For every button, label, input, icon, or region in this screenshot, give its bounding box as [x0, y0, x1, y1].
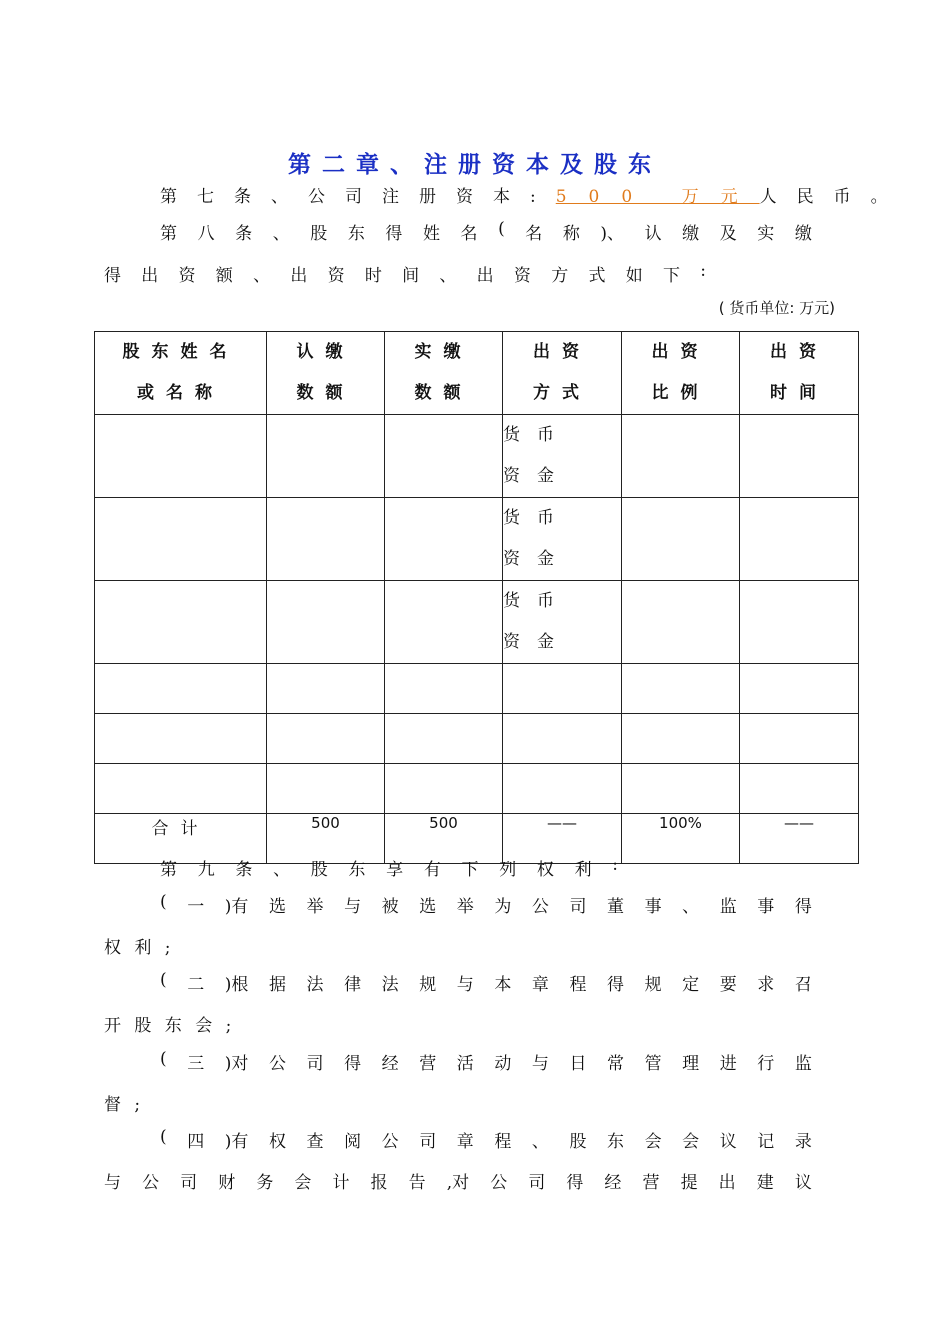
text-char: 、 — [273, 860, 291, 880]
text-char: 法 — [381, 975, 399, 995]
text-char: 议 — [719, 1132, 737, 1152]
text-char: 公 — [142, 1173, 160, 1193]
text-char: 条 — [235, 224, 253, 244]
text-char: )对 — [224, 1054, 249, 1074]
text-char: 东 — [347, 224, 365, 244]
text-char: 营 — [419, 1054, 437, 1074]
text-char: 与 — [456, 975, 474, 995]
text-char: ( — [498, 219, 505, 239]
text-char: 事 — [644, 897, 662, 917]
text-char: 公 — [268, 1054, 286, 1074]
text-char: : — [700, 261, 706, 281]
right-2-line-2: 开 股 东 会 ; — [104, 1016, 236, 1036]
text-char: 一 — [187, 897, 205, 917]
text-char: 名 — [525, 224, 543, 244]
text-char: 第 — [160, 224, 177, 244]
header-paid-amount: 实缴 数额 — [385, 332, 503, 415]
text-char: 缴 — [794, 224, 812, 244]
text-char: 下 — [662, 266, 680, 286]
text-char: 会 — [644, 1132, 662, 1152]
text-char: 得 — [385, 224, 403, 244]
text-char: 司 — [180, 1173, 198, 1193]
text-char: 出 — [476, 266, 494, 286]
text-char: 本 — [494, 975, 512, 995]
text-char: 、 — [253, 266, 271, 286]
header-subscribed-amount: 认缴 数额 — [267, 332, 385, 415]
text-char: 认 — [644, 224, 662, 244]
text-char: 章 — [456, 1132, 474, 1152]
text-char: 三 — [187, 1054, 205, 1074]
text-char: 选 — [419, 897, 437, 917]
text-char: 、 — [439, 266, 457, 286]
text-char: 司 — [569, 897, 587, 917]
text-char: 股 — [310, 860, 328, 880]
header-contribution-ratio: 出资 比例 — [622, 332, 740, 415]
text-char: 资 — [178, 266, 196, 286]
shareholder-table — [94, 331, 859, 864]
currency-unit-note: ( 货币单位: 万元) — [718, 299, 835, 317]
text-char: ( — [160, 970, 167, 990]
text-char: 及 — [719, 224, 737, 244]
text-char: 进 — [719, 1054, 737, 1074]
article-8-line-1 — [160, 219, 812, 244]
text-char: )有 — [224, 897, 249, 917]
header-shareholder-name: 股东姓名 或名称 — [95, 332, 267, 415]
text-char: 得 — [607, 975, 625, 995]
text-char: ( — [160, 1049, 167, 1069]
text-char: 务 — [256, 1173, 274, 1193]
text-char: 公 — [490, 1173, 508, 1193]
text-char: 九 — [197, 860, 215, 880]
chapter-title: 第二章、注册资本及股东 — [288, 151, 662, 178]
right-4-line-2 — [104, 1168, 812, 1193]
text-char: 股 — [310, 224, 328, 244]
text-char: 录 — [794, 1132, 812, 1152]
text-char: 召 — [794, 975, 812, 995]
text-char: 提 — [680, 1173, 698, 1193]
text-char: 有 — [423, 860, 441, 880]
text-char: 记 — [757, 1132, 775, 1152]
method-cell: 货币 资金 — [503, 415, 622, 498]
text-char: 资 — [513, 266, 531, 286]
text-char: 额 — [215, 266, 233, 286]
text-char: 计 — [332, 1173, 350, 1193]
table-row — [95, 415, 859, 498]
text-char: 程 — [494, 1132, 512, 1152]
text-char: 实 — [757, 224, 775, 244]
right-3-line-1 — [160, 1049, 812, 1074]
text-char: 姓 — [422, 224, 440, 244]
text-char: 时 — [364, 266, 382, 286]
total-ratio: 100% — [622, 814, 740, 864]
table-row — [95, 581, 859, 664]
text-char: 会 — [294, 1173, 312, 1193]
text-char: 常 — [607, 1054, 625, 1074]
text-char: 四 — [187, 1132, 205, 1152]
text-char: 方 — [551, 266, 569, 286]
article-8-line-2 — [104, 261, 706, 286]
method-cell: 货币 资金 — [503, 581, 622, 664]
text-char: 行 — [757, 1054, 775, 1074]
text-char: 公 — [531, 897, 549, 917]
text-char: 、 — [272, 224, 290, 244]
text-char: 得 — [566, 1173, 584, 1193]
text-char: 资 — [327, 266, 345, 286]
text-char: 理 — [682, 1054, 700, 1074]
text-char: 律 — [344, 975, 362, 995]
text-char: 监 — [794, 1054, 812, 1074]
article-7-suffix: 人民币。 — [759, 187, 908, 207]
right-4-line-1 — [160, 1127, 812, 1152]
text-char: 、 — [531, 1132, 549, 1152]
article-7-line — [160, 182, 908, 207]
text-char: )有 — [224, 1132, 249, 1152]
text-char: 如 — [625, 266, 643, 286]
text-char: 管 — [644, 1054, 662, 1074]
total-subscribed: 500 — [267, 814, 385, 864]
text-char: 选 — [268, 897, 286, 917]
text-char: 得 — [794, 897, 812, 917]
text-char: 据 — [268, 975, 286, 995]
registered-capital-amount: 500 万元 — [555, 187, 760, 207]
text-char: 出 — [141, 266, 159, 286]
text-char: 经 — [381, 1054, 399, 1074]
text-char: 阅 — [344, 1132, 362, 1152]
text-char: 为 — [494, 897, 512, 917]
text-char: 与 — [344, 897, 362, 917]
text-char: 利 — [574, 860, 592, 880]
text-char: 举 — [456, 897, 474, 917]
total-label: 合计 — [95, 814, 267, 864]
text-char: 与 — [531, 1054, 549, 1074]
right-1-line-1 — [160, 892, 812, 917]
text-char: 公 — [381, 1132, 399, 1152]
text-char: 日 — [569, 1054, 587, 1074]
text-char: 享 — [386, 860, 404, 880]
table-header-row — [95, 332, 859, 415]
text-char: )、 — [600, 224, 625, 244]
total-paid: 500 — [385, 814, 503, 864]
text-char: 动 — [494, 1054, 512, 1074]
text-char: 权 — [536, 860, 554, 880]
text-char: 股 — [569, 1132, 587, 1152]
text-char: 营 — [642, 1173, 660, 1193]
text-char: 财 — [218, 1173, 236, 1193]
text-char: 权 — [268, 1132, 286, 1152]
text-char: 告 — [408, 1173, 426, 1193]
text-char: )根 — [224, 975, 249, 995]
text-char: ,对 — [446, 1173, 470, 1193]
text-char: 报 — [370, 1173, 388, 1193]
right-3-line-2: 督 ; — [104, 1095, 145, 1115]
text-char: 条 — [235, 860, 253, 880]
text-char: 举 — [306, 897, 324, 917]
text-char: 称 — [562, 224, 580, 244]
article-7-prefix: 第七条、公司注册资本: — [160, 187, 556, 207]
text-char: : — [612, 855, 618, 875]
text-char: 缴 — [682, 224, 700, 244]
text-char: 东 — [607, 1132, 625, 1152]
text-char: 得 — [104, 266, 121, 286]
total-method: —— — [503, 814, 622, 864]
text-char: 第 — [160, 860, 177, 880]
header-contribution-method: 出资 方式 — [503, 332, 622, 415]
text-char: 法 — [306, 975, 324, 995]
text-char: 经 — [604, 1173, 622, 1193]
text-char: 监 — [719, 897, 737, 917]
total-time: —— — [740, 814, 859, 864]
right-1-line-2: 权 利 ; — [104, 938, 175, 958]
text-char: 定 — [682, 975, 700, 995]
text-char: 程 — [569, 975, 587, 995]
table-row — [95, 764, 859, 814]
text-char: 式 — [588, 266, 606, 286]
text-char: 间 — [402, 266, 420, 286]
text-char: 、 — [682, 897, 700, 917]
text-char: 八 — [197, 224, 215, 244]
text-char: 出 — [718, 1173, 736, 1193]
text-char: 活 — [456, 1054, 474, 1074]
text-char: 列 — [499, 860, 517, 880]
text-char: 被 — [381, 897, 399, 917]
table-row — [95, 498, 859, 581]
text-char: 出 — [290, 266, 308, 286]
text-char: 查 — [306, 1132, 324, 1152]
text-char: 要 — [719, 975, 737, 995]
text-char: 求 — [757, 975, 775, 995]
text-char: 事 — [757, 897, 775, 917]
table-row — [95, 664, 859, 714]
text-char: ( — [160, 892, 167, 912]
text-char: 议 — [794, 1173, 812, 1193]
text-char: 司 — [419, 1132, 437, 1152]
text-char: 章 — [531, 975, 549, 995]
text-char: 会 — [682, 1132, 700, 1152]
text-char: 二 — [187, 975, 205, 995]
text-char: 名 — [460, 224, 478, 244]
text-char: 规 — [419, 975, 437, 995]
text-char: 下 — [461, 860, 479, 880]
text-char: 得 — [344, 1054, 362, 1074]
text-char: 司 — [528, 1173, 546, 1193]
text-char: 与 — [104, 1173, 121, 1193]
text-char: 建 — [756, 1173, 774, 1193]
header-contribution-time: 出资 时间 — [740, 332, 859, 415]
table-row — [95, 714, 859, 764]
text-char: 司 — [306, 1054, 324, 1074]
text-char: 东 — [348, 860, 366, 880]
text-char: ( — [160, 1127, 167, 1147]
text-char: 规 — [644, 975, 662, 995]
right-2-line-1 — [160, 970, 812, 995]
article-9-title — [160, 855, 618, 880]
text-char: 董 — [607, 897, 625, 917]
method-cell: 货币 资金 — [503, 498, 622, 581]
